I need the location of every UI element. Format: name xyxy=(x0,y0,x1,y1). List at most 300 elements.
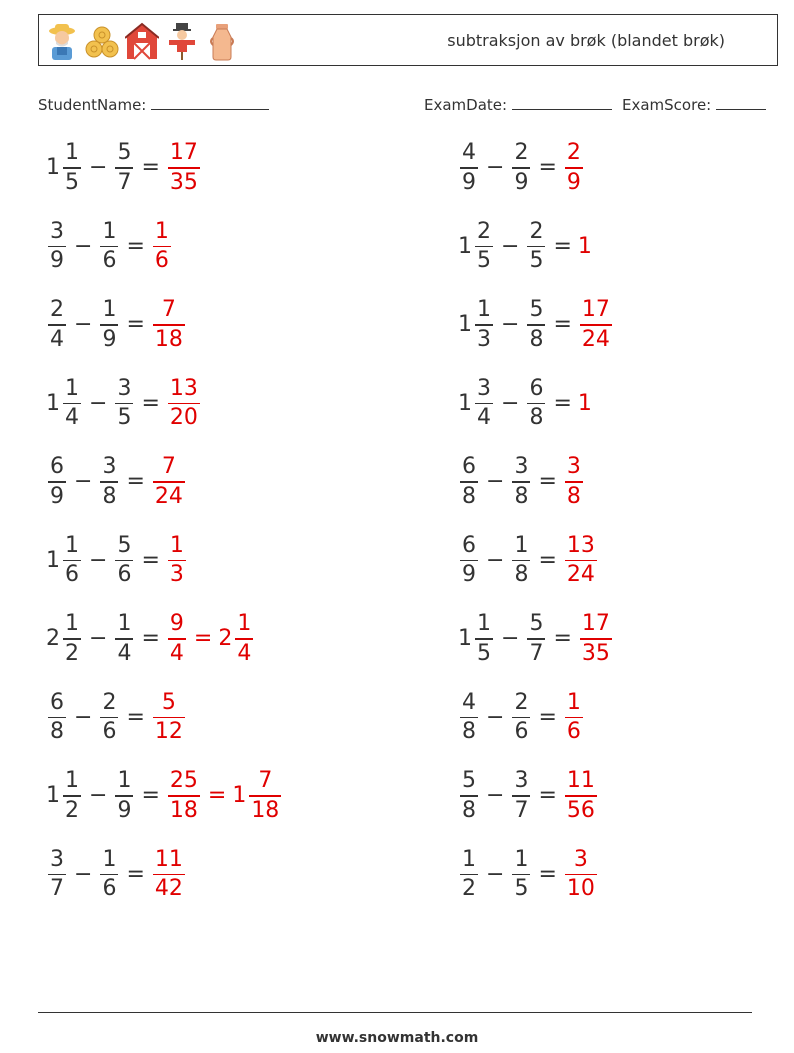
problem xyxy=(458,218,593,273)
denominator: 8 xyxy=(462,719,476,744)
problem xyxy=(458,532,599,587)
subtrahend xyxy=(525,218,547,273)
denominator: 18 xyxy=(251,797,280,823)
milk-can-icon xyxy=(205,21,239,61)
equals-sign: = xyxy=(126,469,145,495)
answer-fraction xyxy=(151,456,187,508)
whole-number: 1 xyxy=(46,547,60,573)
header-icons xyxy=(45,21,239,61)
fraction xyxy=(115,142,133,194)
footer-url: www.snowmath.com xyxy=(315,1030,479,1046)
numerator: 7 xyxy=(161,297,176,322)
minus-sign: − xyxy=(486,547,505,573)
fraction xyxy=(100,218,118,273)
denominator: 6 xyxy=(117,562,132,587)
denominator: 4 xyxy=(477,405,491,430)
fraction xyxy=(527,613,545,665)
answer xyxy=(151,456,187,508)
exam-score-field[interactable] xyxy=(622,93,766,114)
fraction xyxy=(115,375,133,430)
denominator: 9 xyxy=(462,169,476,195)
denominator: 56 xyxy=(566,797,595,823)
numerator: 2 xyxy=(566,140,581,165)
answer-fraction xyxy=(166,770,202,822)
numerator: 5 xyxy=(529,611,544,636)
minuend xyxy=(46,456,68,508)
minus-sign: − xyxy=(486,155,505,181)
denominator: 9 xyxy=(514,169,529,195)
numerator: 1 xyxy=(65,611,79,636)
numerator: 1 xyxy=(65,768,79,793)
subtrahend xyxy=(510,770,532,822)
fraction xyxy=(63,375,81,430)
denominator: 5 xyxy=(529,248,544,273)
subtrahend xyxy=(510,532,532,587)
numerator: 3 xyxy=(514,454,529,479)
answer-fraction xyxy=(578,391,593,416)
whole-number: 1 xyxy=(232,783,247,809)
exam-date-field[interactable] xyxy=(424,93,612,114)
denominator: 6 xyxy=(514,719,529,744)
answer-fraction xyxy=(166,613,188,665)
denominator: 6 xyxy=(65,562,79,587)
equals-sign: = xyxy=(553,233,572,259)
problem xyxy=(46,299,187,351)
minus-sign: − xyxy=(74,233,93,259)
fraction xyxy=(565,142,583,194)
whole-number: 1 xyxy=(458,233,472,259)
fraction xyxy=(48,689,66,744)
numerator: 4 xyxy=(462,140,476,165)
exam-score-line[interactable] xyxy=(716,93,766,110)
numerator: 3 xyxy=(573,846,588,872)
equals-sign: = xyxy=(553,390,572,416)
answer xyxy=(563,846,599,901)
answer-fraction xyxy=(151,299,187,351)
numerator: 1 xyxy=(65,375,79,401)
minuend xyxy=(46,532,83,587)
numerator: 7 xyxy=(161,454,176,479)
numerator: 2 xyxy=(514,140,529,165)
exam-date-line[interactable] xyxy=(512,93,612,110)
answer-fraction xyxy=(166,532,188,587)
denominator: 6 xyxy=(102,876,117,901)
fraction xyxy=(153,218,171,273)
minus-sign: − xyxy=(74,861,93,887)
fraction xyxy=(460,770,478,822)
numerator: 4 xyxy=(462,689,476,715)
fraction xyxy=(168,375,200,430)
answer xyxy=(578,234,593,259)
exam-score-label: ExamScore: xyxy=(622,96,712,114)
scarecrow-icon xyxy=(165,21,199,61)
equals-sign: = xyxy=(553,626,572,652)
denominator: 8 xyxy=(514,483,529,509)
numerator: 1 xyxy=(169,532,184,558)
numerator: 5 xyxy=(117,140,132,165)
denominator: 18 xyxy=(169,797,198,823)
equals-sign: = xyxy=(141,155,160,181)
numerator: 13 xyxy=(169,375,198,401)
answer-fraction xyxy=(563,770,599,822)
problem xyxy=(458,375,593,430)
fraction xyxy=(527,218,545,273)
denominator: 7 xyxy=(50,876,64,901)
answer xyxy=(166,532,188,587)
numerator: 5 xyxy=(529,297,544,322)
denominator: 35 xyxy=(581,640,610,666)
worksheet-header xyxy=(38,14,778,66)
fraction xyxy=(63,770,81,822)
numerator: 2 xyxy=(50,297,64,322)
barn-icon xyxy=(125,21,159,61)
whole-number: 1 xyxy=(577,233,592,259)
answer xyxy=(563,142,585,194)
whole-number: 1 xyxy=(46,390,60,416)
fraction xyxy=(512,846,530,901)
answer xyxy=(166,375,202,430)
minus-sign: − xyxy=(501,233,520,259)
numerator: 1 xyxy=(65,140,79,165)
fraction xyxy=(565,846,597,901)
numerator: 3 xyxy=(50,846,64,872)
answer-fraction xyxy=(578,299,614,351)
answer-fraction xyxy=(563,689,585,744)
fraction xyxy=(48,846,66,901)
problem xyxy=(458,770,599,822)
denominator: 42 xyxy=(154,876,183,901)
minuend xyxy=(458,532,480,587)
fraction xyxy=(565,689,583,744)
fraction xyxy=(565,770,597,822)
fraction xyxy=(512,142,530,194)
numerator: 1 xyxy=(566,689,581,715)
numerator: 11 xyxy=(566,768,595,793)
subtrahend xyxy=(98,299,120,351)
answer xyxy=(578,613,614,665)
answer xyxy=(151,846,187,901)
denominator: 8 xyxy=(529,326,544,352)
fraction xyxy=(512,689,530,744)
fraction xyxy=(460,532,478,587)
fraction xyxy=(168,613,186,665)
answer-fraction xyxy=(166,375,202,430)
problem xyxy=(46,218,173,273)
equals-sign: = xyxy=(126,233,145,259)
problem xyxy=(458,456,585,508)
equals-sign: = xyxy=(538,861,557,887)
answer-mixed-number xyxy=(232,770,283,822)
denominator: 4 xyxy=(50,326,64,352)
denominator: 18 xyxy=(154,326,183,352)
fraction xyxy=(527,299,545,351)
minuend xyxy=(458,613,495,665)
problem xyxy=(46,770,283,822)
fraction xyxy=(115,770,133,822)
denominator: 3 xyxy=(169,562,184,587)
minuend xyxy=(458,456,480,508)
minus-sign: − xyxy=(74,312,93,338)
fraction xyxy=(460,689,478,744)
denominator: 6 xyxy=(102,719,117,744)
minuend xyxy=(458,375,495,430)
numerator: 1 xyxy=(65,532,79,558)
numerator: 2 xyxy=(102,689,117,715)
fraction xyxy=(100,456,118,508)
numerator: 1 xyxy=(477,297,491,322)
numerator: 3 xyxy=(477,375,491,401)
answer-mixed-number xyxy=(218,613,255,665)
numerator: 5 xyxy=(117,532,132,558)
minus-sign: − xyxy=(89,390,108,416)
answer-fraction xyxy=(578,234,593,259)
numerator: 6 xyxy=(462,532,476,558)
fraction xyxy=(153,689,185,744)
subtrahend xyxy=(510,846,532,901)
exam-date-label: ExamDate: xyxy=(424,96,508,114)
numerator: 3 xyxy=(117,375,132,401)
equals-sign: = xyxy=(207,783,227,809)
fraction xyxy=(48,299,66,351)
numerator: 5 xyxy=(161,689,176,715)
denominator: 24 xyxy=(566,562,595,587)
answer xyxy=(563,770,599,822)
fraction xyxy=(460,846,478,901)
denominator: 5 xyxy=(477,248,491,273)
numerator: 1 xyxy=(514,846,529,872)
fraction xyxy=(235,613,253,665)
numerator: 17 xyxy=(581,611,610,636)
numerator: 1 xyxy=(462,846,476,872)
numerator: 2 xyxy=(514,689,529,715)
answer xyxy=(563,456,585,508)
equals-sign: = xyxy=(538,704,557,730)
answer xyxy=(578,391,593,416)
minuend xyxy=(458,299,495,351)
equals-sign: = xyxy=(538,469,557,495)
problem xyxy=(46,846,187,901)
student-name-line[interactable] xyxy=(151,93,269,110)
answer-fraction xyxy=(563,456,585,508)
problem xyxy=(458,689,585,744)
numerator: 1 xyxy=(102,846,117,872)
denominator: 9 xyxy=(50,483,64,509)
answer xyxy=(151,299,187,351)
fraction xyxy=(512,532,530,587)
minuend xyxy=(46,218,68,273)
problem xyxy=(46,456,187,508)
numerator: 3 xyxy=(102,454,117,479)
answer xyxy=(166,142,202,194)
equals-sign: = xyxy=(193,626,213,652)
numerator: 6 xyxy=(462,454,476,479)
numerator: 1 xyxy=(117,611,132,636)
fraction xyxy=(565,456,583,508)
denominator: 8 xyxy=(529,405,544,430)
denominator: 2 xyxy=(65,797,79,823)
denominator: 35 xyxy=(169,169,198,195)
numerator: 1 xyxy=(514,532,529,558)
answer xyxy=(166,613,255,665)
fraction xyxy=(153,846,185,901)
subtrahend xyxy=(113,142,135,194)
numerator: 17 xyxy=(581,297,610,322)
minuend xyxy=(46,846,68,901)
minuend xyxy=(46,375,83,430)
minuend xyxy=(46,142,83,194)
fraction xyxy=(168,142,200,194)
numerator: 3 xyxy=(566,454,581,479)
fraction xyxy=(475,218,493,273)
denominator: 5 xyxy=(514,876,529,901)
fraction xyxy=(115,532,133,587)
denominator: 8 xyxy=(50,719,64,744)
subtrahend xyxy=(525,613,547,665)
subtrahend xyxy=(525,375,547,430)
fraction xyxy=(63,142,81,194)
numerator: 25 xyxy=(169,768,198,793)
numerator: 9 xyxy=(169,611,184,636)
denominator: 5 xyxy=(477,640,491,666)
numerator: 6 xyxy=(50,454,64,479)
answer xyxy=(151,689,187,744)
numerator: 1 xyxy=(237,611,252,636)
subtrahend xyxy=(113,532,135,587)
minuend xyxy=(458,142,480,194)
denominator: 6 xyxy=(566,719,581,744)
subtrahend xyxy=(98,689,120,744)
fraction xyxy=(249,770,281,822)
fraction xyxy=(475,375,493,430)
numerator: 7 xyxy=(258,768,273,793)
denominator: 8 xyxy=(514,562,529,587)
subtrahend xyxy=(113,375,135,430)
denominator: 7 xyxy=(529,640,544,666)
fraction xyxy=(168,532,186,587)
problem xyxy=(46,532,188,587)
numerator: 2 xyxy=(529,218,544,244)
numerator: 3 xyxy=(514,768,529,793)
answer xyxy=(563,689,585,744)
denominator: 24 xyxy=(581,326,610,352)
fraction xyxy=(460,456,478,508)
hay-bales-icon xyxy=(85,21,119,61)
equals-sign: = xyxy=(141,626,160,652)
equals-sign: = xyxy=(538,155,557,181)
numerator: 6 xyxy=(50,689,64,715)
fraction xyxy=(475,613,493,665)
numerator: 1 xyxy=(102,297,117,322)
numerator: 5 xyxy=(462,768,476,793)
answer-fraction xyxy=(578,613,614,665)
minus-sign: − xyxy=(501,390,520,416)
denominator: 9 xyxy=(117,797,132,823)
numerator: 11 xyxy=(154,846,183,872)
equals-sign: = xyxy=(538,547,557,573)
minus-sign: − xyxy=(74,704,93,730)
answer-fraction xyxy=(563,532,599,587)
numerator: 1 xyxy=(102,218,117,244)
denominator: 6 xyxy=(102,248,117,273)
whole-number: 1 xyxy=(46,155,60,181)
fraction xyxy=(565,532,597,587)
denominator: 4 xyxy=(237,640,252,666)
denominator: 7 xyxy=(514,797,529,823)
denominator: 12 xyxy=(154,719,183,744)
denominator: 24 xyxy=(154,483,183,509)
denominator: 9 xyxy=(462,562,476,587)
fraction xyxy=(63,613,81,665)
numerator: 6 xyxy=(529,375,544,401)
fraction xyxy=(168,770,200,822)
equals-sign: = xyxy=(553,312,572,338)
denominator: 8 xyxy=(462,797,476,823)
subtrahend xyxy=(510,456,532,508)
student-name-label: StudentName: xyxy=(38,96,147,114)
minuend xyxy=(458,846,480,901)
subtrahend xyxy=(113,770,135,822)
answer-fraction xyxy=(563,142,585,194)
denominator: 9 xyxy=(50,248,64,273)
minus-sign: − xyxy=(89,626,108,652)
problem xyxy=(46,613,255,665)
denominator: 8 xyxy=(566,483,581,509)
denominator: 8 xyxy=(102,483,117,509)
minus-sign: − xyxy=(486,783,505,809)
fraction xyxy=(580,299,612,351)
answer-fraction xyxy=(151,846,187,901)
equals-sign: = xyxy=(126,704,145,730)
minus-sign: − xyxy=(74,469,93,495)
answer xyxy=(578,299,614,351)
fraction xyxy=(100,846,118,901)
problem xyxy=(46,142,202,194)
subtrahend xyxy=(113,613,135,665)
denominator: 20 xyxy=(169,405,198,430)
answer-fraction xyxy=(563,846,599,901)
student-name-field[interactable] xyxy=(38,93,269,114)
denominator: 4 xyxy=(65,405,79,430)
fraction xyxy=(512,770,530,822)
whole-number: 1 xyxy=(46,783,60,809)
minus-sign: − xyxy=(501,312,520,338)
problem xyxy=(46,689,187,744)
farmer-icon xyxy=(45,21,79,61)
problem xyxy=(46,375,202,430)
problem xyxy=(458,613,614,665)
fraction xyxy=(63,532,81,587)
fraction xyxy=(580,613,612,665)
denominator: 2 xyxy=(462,876,476,901)
equals-sign: = xyxy=(141,783,160,809)
minuend xyxy=(46,770,83,822)
answer xyxy=(166,770,283,822)
minus-sign: − xyxy=(501,626,520,652)
denominator: 7 xyxy=(117,169,132,195)
minus-sign: − xyxy=(89,155,108,181)
fraction xyxy=(460,142,478,194)
minuend xyxy=(458,689,480,744)
answer-fraction xyxy=(166,142,202,194)
fraction xyxy=(115,613,133,665)
subtrahend xyxy=(98,846,120,901)
fraction xyxy=(153,456,185,508)
footer-divider xyxy=(38,1012,752,1013)
problem xyxy=(458,142,585,194)
numerator: 17 xyxy=(169,140,198,165)
whole-number: 1 xyxy=(458,626,472,652)
numerator: 2 xyxy=(477,218,491,244)
